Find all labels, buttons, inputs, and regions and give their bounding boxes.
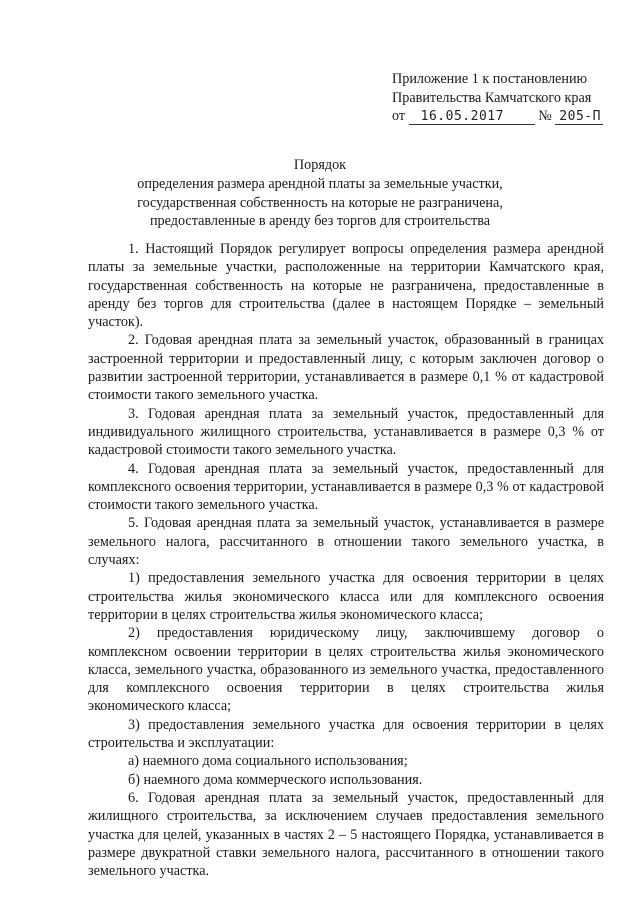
paragraph-4: 4. Годовая арендная плата за земельный участок, предоставленный для комплексного освоения территории, устанавливается в размере 0,3 % от кадастровой стоимости такого земельного участка. xyxy=(88,460,604,514)
number-field xyxy=(555,109,603,125)
paragraph-2: 2. Годовая арендная плата за земельный участок, образованный в границах застроенной территории и предоставленный лицу, с которым заключен договор о развитии застроенной территории, устанавливается в размере 0,1 % от кадастровой стоимости такого земельного участка. xyxy=(88,332,604,404)
appendix-date-line xyxy=(392,107,612,126)
appendix-header xyxy=(392,70,612,126)
title-heading: Порядок xyxy=(293,157,347,173)
handwritten-date: 16.05.2017 xyxy=(420,109,504,124)
paragraph-5: 5. Годовая арендная плата за земельный участок, устанавливается в размере земельного налога, рассчитанного в отношении такого земельного участка, в случаях: xyxy=(88,515,604,569)
date-field xyxy=(409,109,535,125)
document-body xyxy=(88,240,604,880)
paragraph-3: 3. Годовая арендная плата за земельный участок, предоставленный для индивидуального жилищного строительства, устанавливается в размере 0,3 % от кадастровой стоимости такого земельного участка. xyxy=(88,405,604,459)
handwritten-number: 205-П xyxy=(559,109,601,124)
paragraph-5-item-3: 3) предоставления земельного участка для освоения территории в целях строительства и эксплуатации: xyxy=(88,716,604,752)
appendix-line-2: Правительства Камчатского края xyxy=(392,89,592,106)
number-prefix: № xyxy=(538,108,552,124)
document-title xyxy=(90,156,550,230)
paragraph-5-item-2: 2) предоставления юридическому лицу, заключившему договор о комплексном освоении территории в целях строительства жилья экономического класса, земельного участка, образованного из земельного участка, предоставленного для комплексного освоения территории в целях строительства жилья экономического класса; xyxy=(88,625,604,715)
paragraph-1: 1. Настоящий Порядок регулирует вопросы определения размера арендной платы за земельные участки, расположенные на территории Камчатского края, государственная собственность на которые не разграничена, предоставленные в аренду без торгов для строительства (далее в настоящем Порядке – земельный участок). xyxy=(88,241,604,331)
paragraph-5-item-1: 1) предоставления земельного участка для освоения территории в целях строительства жилья экономического класса или для комплексного освоения территории в целях строительства жилья экономического класса; xyxy=(88,570,604,623)
title-subtitle: определения размера арендной платы за земельные участки, государственная собственность на которые не разграничена, предоставленные в аренду без торгов для строительства xyxy=(137,176,503,229)
date-prefix: от xyxy=(392,108,406,124)
appendix-line-1: Приложение 1 к постановлению xyxy=(392,71,588,87)
paragraph-5-item-3a: а) наемного дома социального использования; xyxy=(128,753,408,770)
paragraph-6: 6. Годовая арендная плата за земельный участок, предоставленный для жилищного строительства, за исключением случаев предоставления земельного участка для целей, указанных в частях 2 – 5 настоящего Порядка, устанавливается в размере двукратной ставки земельного налога, рассчитанного в отношении такого земельного участка. xyxy=(88,789,604,880)
paragraph-5-item-3b: б) наемного дома коммерческого использования. xyxy=(128,771,423,788)
